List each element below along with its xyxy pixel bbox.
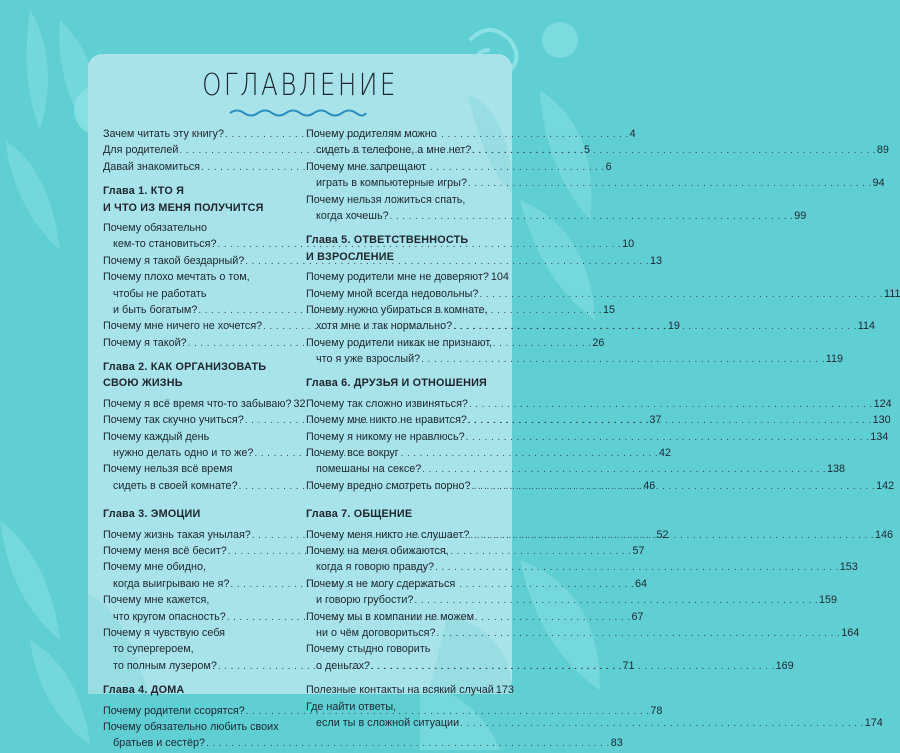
chapter-heading: Глава 4. ДОМА bbox=[103, 684, 185, 697]
toc-entry[interactable] bbox=[103, 719, 301, 735]
toc-entry[interactable] bbox=[306, 445, 504, 461]
toc-page-number: 174 bbox=[864, 716, 883, 729]
toc-entry-text: Почему жизнь такая унылая? bbox=[103, 528, 251, 541]
toc-entry[interactable] bbox=[103, 592, 301, 608]
toc-entry-text: что я уже взрослый? bbox=[316, 353, 421, 366]
toc-entry[interactable] bbox=[103, 269, 301, 285]
toc-page-number: 15 bbox=[603, 303, 616, 316]
toc-entry-text: и быть богатым? bbox=[113, 303, 198, 316]
toc-entry-text: Почему нельзя ложиться спать, bbox=[306, 193, 466, 206]
title-wave-underline bbox=[228, 108, 368, 118]
leader-dots bbox=[421, 352, 825, 368]
toc-entry-text: Почему мне кажется, bbox=[103, 594, 210, 607]
toc-entry-text: Почему нужно убираться в комнате, bbox=[306, 303, 488, 316]
toc-entry-text: что кругом опасность? bbox=[113, 610, 226, 623]
toc-entry-text: когда выигрываю не я? bbox=[113, 577, 230, 590]
toc-entry-text: когда хочешь? bbox=[316, 209, 389, 222]
toc-entry-text: то полным лузером? bbox=[113, 659, 217, 672]
toc-page-number: 169 bbox=[775, 659, 794, 672]
toc-page-number: 32 bbox=[293, 397, 306, 410]
toc-page-number: 10 bbox=[622, 238, 635, 251]
toc-page-number: 52 bbox=[656, 528, 669, 541]
toc-entry-text: нужно делать одно и то же? bbox=[113, 447, 254, 460]
toc-entry-text: Почему мне никто не нравится? bbox=[306, 414, 467, 427]
toc-entry-text: Почему обязательно любить своих bbox=[103, 720, 279, 733]
toc-entry-text: Почему я чувствую себя bbox=[103, 626, 225, 639]
toc-entry-text: Почему я такой? bbox=[103, 336, 187, 349]
toc-entry[interactable] bbox=[306, 429, 889, 445]
toc-entry-text: играть в компьютерные игры? bbox=[316, 177, 467, 190]
toc-entry[interactable] bbox=[306, 576, 504, 592]
toc-entry-text: Почему так сложно извиняться? bbox=[306, 397, 468, 410]
leader-dots bbox=[469, 397, 873, 413]
page-title: ОГЛАВЛЕНИЕ bbox=[202, 68, 398, 103]
leader-dots bbox=[479, 287, 883, 303]
toc-entry[interactable] bbox=[103, 396, 306, 412]
toc-entry-cont[interactable] bbox=[306, 208, 807, 224]
leader-dots bbox=[466, 430, 870, 446]
toc-page-number: 130 bbox=[872, 414, 891, 427]
leader-dots bbox=[435, 560, 839, 576]
leader-dots bbox=[437, 626, 841, 642]
toc-entry-cont[interactable] bbox=[306, 351, 843, 367]
toc-page-number: 19 bbox=[667, 320, 680, 333]
toc-entry-text: ни о чём договориться? bbox=[316, 626, 436, 639]
toc-page-number: 146 bbox=[875, 528, 894, 541]
toc-entry-text: Почему мне запрещают bbox=[306, 160, 426, 173]
toc-page-number: 142 bbox=[876, 479, 895, 492]
toc-entry[interactable] bbox=[103, 461, 301, 477]
toc-entry-text: Почему стыдно говорить bbox=[306, 643, 431, 656]
toc-entry[interactable] bbox=[306, 641, 504, 657]
toc-page-number: 67 bbox=[631, 610, 644, 623]
toc-page-number: 164 bbox=[841, 626, 860, 639]
chapter-heading-cont: СВОЮ ЖИЗНЬ bbox=[103, 377, 183, 390]
chapter-heading: Глава 2. КАК ОРГАНИЗОВАТЬ bbox=[103, 361, 267, 374]
leader-dots bbox=[206, 736, 610, 752]
toc-entry-text: то супергероем, bbox=[113, 643, 194, 656]
toc-page-number: 159 bbox=[819, 594, 838, 607]
toc-entry[interactable] bbox=[306, 286, 900, 302]
toc-page-number: 64 bbox=[635, 577, 648, 590]
toc-page-number: 89 bbox=[876, 144, 889, 157]
leader-dots bbox=[453, 319, 857, 335]
toc-entry-text: сидеть в своей комнате? bbox=[113, 479, 238, 492]
toc-page-number: 119 bbox=[825, 353, 843, 366]
toc-entry-text: Почему родители мне не доверяют? bbox=[306, 271, 489, 284]
toc-entry[interactable] bbox=[306, 269, 509, 285]
toc-entry[interactable] bbox=[306, 609, 504, 625]
toc-entry-text: Почему мне обидно, bbox=[103, 561, 206, 574]
toc-entry[interactable] bbox=[306, 192, 504, 208]
toc-entry[interactable] bbox=[103, 429, 301, 445]
toc-entry-cont[interactable] bbox=[306, 142, 889, 158]
toc-entry-text: Почему я всё время что-то забываю? bbox=[103, 397, 292, 410]
chapter-heading-cont: И ЧТО ИЗ МЕНЯ ПОЛУЧИТСЯ bbox=[103, 201, 264, 214]
toc-page-number: 94 bbox=[872, 177, 885, 190]
toc-page-number: 138 bbox=[826, 463, 845, 476]
toc-page-number: 57 bbox=[632, 544, 645, 557]
toc-page-number: 26 bbox=[592, 336, 605, 349]
toc-entry-text: Почему я такой бездарный? bbox=[103, 254, 245, 267]
toc-entry[interactable] bbox=[103, 559, 301, 575]
toc-page-number: 46 bbox=[643, 479, 656, 492]
toc-page-number: 153 bbox=[839, 561, 858, 574]
toc-entry-text: Почему я никому не нравлюсь? bbox=[306, 430, 465, 443]
toc-page-number: 5 bbox=[584, 144, 591, 157]
toc-entry-text: Почему обязательно bbox=[103, 221, 207, 234]
toc-entry[interactable] bbox=[306, 302, 504, 318]
toc-page-number: 78 bbox=[650, 704, 663, 717]
toc-entry-text: Почему все вокруг bbox=[306, 447, 399, 460]
toc-entry[interactable] bbox=[306, 543, 504, 559]
toc-entry-text: Для родителей bbox=[103, 144, 179, 157]
table-of-contents-panel bbox=[88, 54, 900, 750]
toc-page-number: 6 bbox=[605, 160, 612, 173]
leader-dots bbox=[472, 143, 876, 159]
chapter-heading-cont: И ВЗРОСЛЕНИЕ bbox=[306, 250, 395, 263]
toc-entry-text: Почему каждый день bbox=[103, 430, 210, 443]
toc-entry-text: Почему мне ничего не хочется? bbox=[103, 320, 263, 333]
toc-entry-cont[interactable] bbox=[306, 592, 838, 608]
toc-page-number: 99 bbox=[794, 209, 807, 222]
toc-page-number: 104 bbox=[490, 271, 509, 284]
chapter-heading: Глава 7. ОБЩЕНИЕ bbox=[306, 508, 413, 521]
toc-entry[interactable] bbox=[306, 335, 504, 351]
toc-entry[interactable] bbox=[306, 159, 504, 175]
toc-entry[interactable] bbox=[306, 396, 892, 412]
toc-entry-text: Почему меня никто не слушает? bbox=[306, 528, 470, 541]
toc-page-number: 42 bbox=[659, 447, 672, 460]
toc-entry-cont[interactable] bbox=[306, 461, 845, 477]
toc-entry-text: Почему родители никак не признают, bbox=[306, 336, 493, 349]
leader-dots bbox=[460, 716, 864, 732]
toc-entry-text: Почему мной всегда недовольны? bbox=[306, 287, 479, 300]
toc-entry-text: чтобы не работать bbox=[113, 287, 207, 300]
toc-page-number: 37 bbox=[649, 414, 662, 427]
toc-entry-text: Почему родителям можно bbox=[306, 128, 437, 140]
toc-entry-text: о деньгах? bbox=[316, 659, 371, 672]
toc-entry-text: Почему меня всё бесит? bbox=[103, 544, 227, 557]
chapter-heading: Глава 6. ДРУЗЬЯ И ОТНОШЕНИЯ bbox=[306, 377, 488, 390]
toc-entry-text: Почему так скучно учиться? bbox=[103, 414, 244, 427]
leader-dots bbox=[471, 479, 875, 495]
toc-entry-cont[interactable] bbox=[306, 625, 860, 641]
toc-entry-text: Давай знакомиться bbox=[103, 160, 201, 173]
toc-entry-text: сидеть в телефоне, а мне нет? bbox=[316, 144, 472, 157]
toc-page-number: 111 bbox=[884, 287, 900, 300]
chapter-heading: Глава 1. КТО Я bbox=[103, 185, 185, 198]
toc-entry-cont[interactable] bbox=[103, 286, 301, 302]
toc-page-number: 124 bbox=[873, 397, 892, 410]
leader-dots bbox=[422, 462, 826, 478]
toc-entry[interactable] bbox=[306, 682, 514, 698]
toc-entry-text: Зачем читать эту книгу? bbox=[103, 128, 224, 140]
toc-entry-cont[interactable] bbox=[103, 641, 301, 657]
leader-dots bbox=[371, 659, 775, 675]
toc-page-number: 114 bbox=[857, 320, 875, 333]
toc-entry-text: Почему я не могу сдержаться bbox=[306, 577, 456, 590]
toc-entry-cont[interactable] bbox=[306, 559, 858, 575]
chapter-heading: Глава 3. ЭМОЦИИ bbox=[103, 508, 201, 521]
toc-entry-text: и говорю грубости? bbox=[316, 594, 414, 607]
toc-entry[interactable] bbox=[306, 699, 504, 715]
toc-page-number: 13 bbox=[649, 254, 662, 267]
toc-entry-text: если ты в сложной ситуации bbox=[316, 716, 460, 729]
toc-entry-text: Где найти ответы, bbox=[306, 700, 397, 713]
toc-entry-text: помешаны на сексе? bbox=[316, 463, 422, 476]
toc-entry-text: Почему родители ссорятся? bbox=[103, 704, 245, 717]
toc-entry-text: Почему вредно смотреть порно? bbox=[306, 479, 471, 492]
toc-entry-cont[interactable] bbox=[306, 175, 885, 191]
leader-dots bbox=[414, 593, 818, 609]
toc-page-number: 71 bbox=[622, 659, 635, 672]
toc-entry-text: хотя мне и так нормально? bbox=[316, 320, 453, 333]
toc-entry-text: Почему нельзя всё время bbox=[103, 463, 233, 476]
toc-entry[interactable] bbox=[306, 126, 504, 142]
leader-dots bbox=[468, 413, 872, 429]
toc-entry-text: Почему плохо мечтать о том, bbox=[103, 271, 250, 284]
chapter-heading: Глава 5. ОТВЕТСТВЕННОСТЬ bbox=[306, 234, 469, 247]
toc-page-number: 4 bbox=[629, 128, 636, 140]
toc-entry-text: Полезные контакты на всякий случай bbox=[306, 684, 494, 697]
leader-dots bbox=[390, 209, 794, 225]
toc-entry-cont[interactable] bbox=[103, 735, 623, 751]
toc-entry-cont[interactable] bbox=[306, 715, 883, 731]
leader-dots bbox=[470, 528, 874, 544]
toc-entry[interactable] bbox=[103, 625, 301, 641]
toc-entry-text: Почему на меня обижаются, bbox=[306, 544, 449, 557]
toc-entry-text: Почему мы в компании не можем bbox=[306, 610, 475, 623]
toc-page-number: 173 bbox=[495, 684, 514, 697]
toc-page-number: 134 bbox=[870, 430, 889, 443]
toc-entry-text: когда я говорю правду? bbox=[316, 561, 435, 574]
toc-entry-text: братьев и сестёр? bbox=[113, 737, 206, 750]
toc-entry[interactable] bbox=[103, 220, 301, 236]
toc-page-number: 83 bbox=[610, 737, 623, 750]
leader-dots bbox=[468, 176, 872, 192]
toc-entry-text: кем-то становиться? bbox=[113, 238, 217, 251]
